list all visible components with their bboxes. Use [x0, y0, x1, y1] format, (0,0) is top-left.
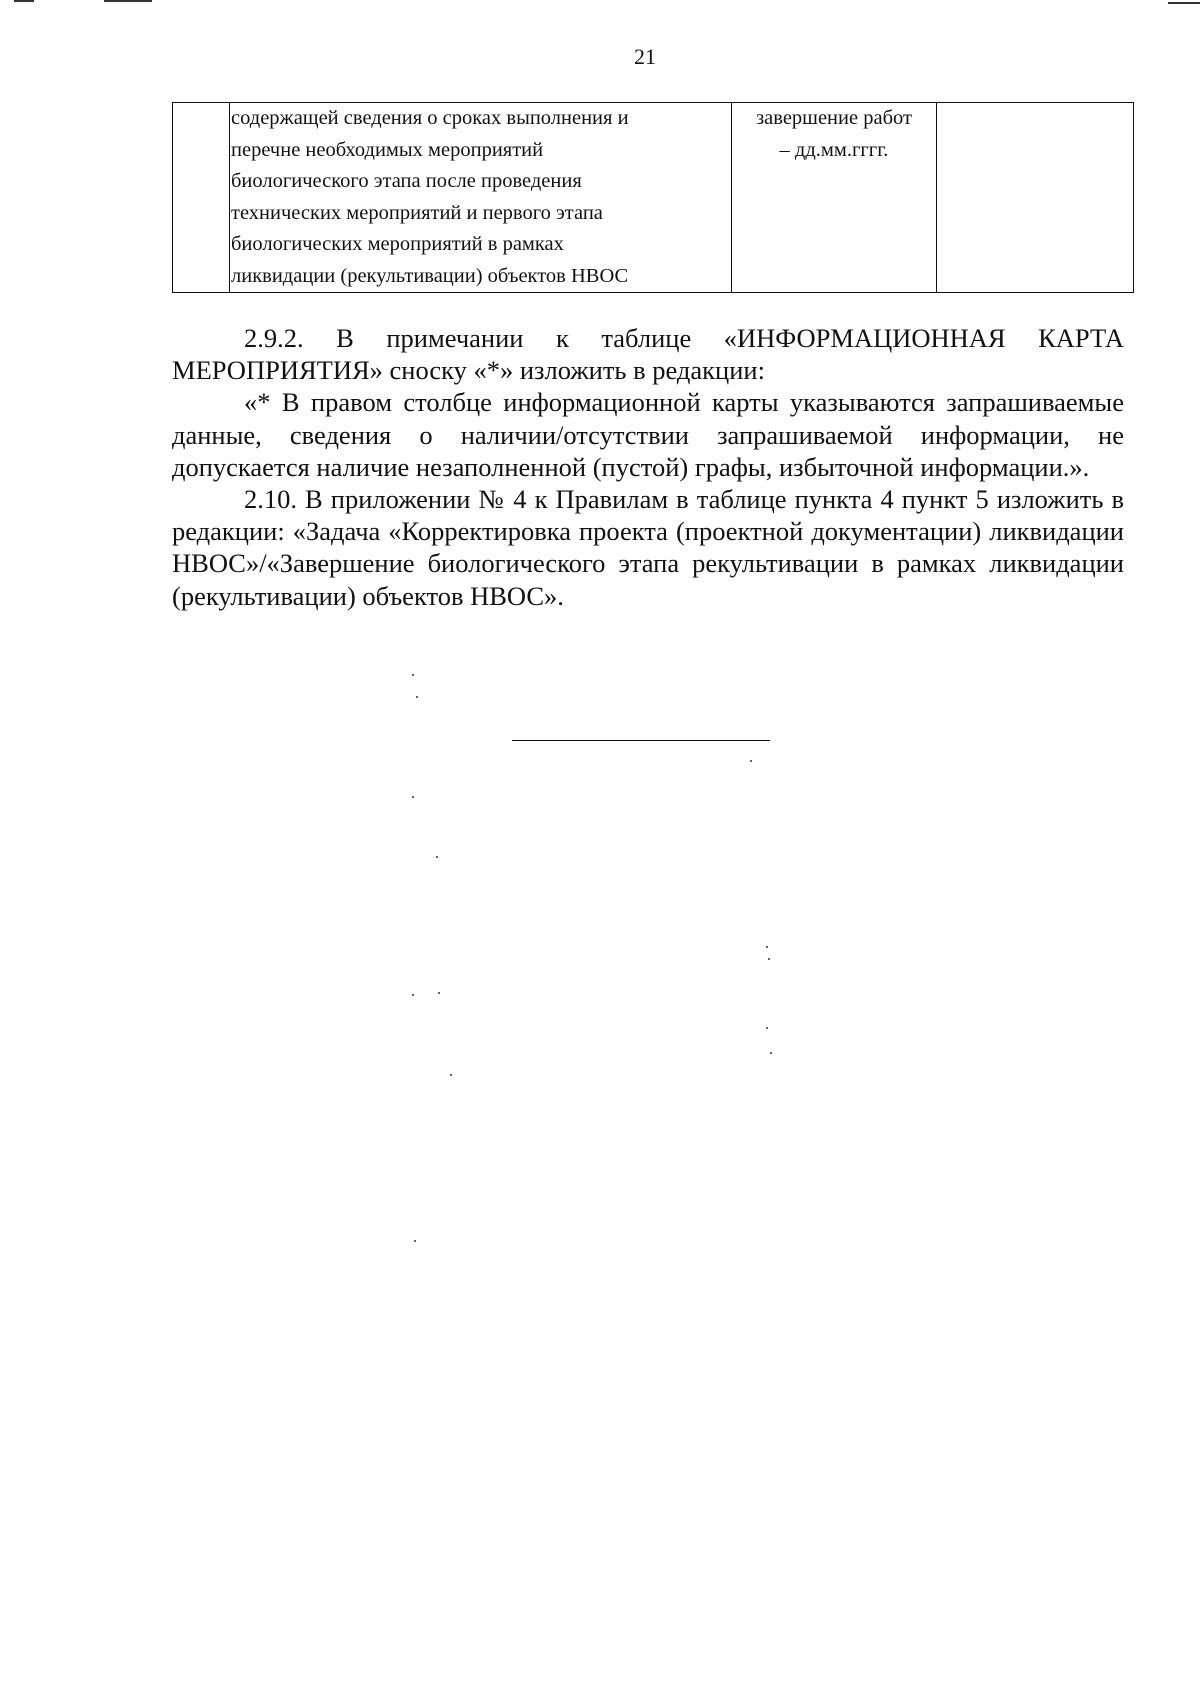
scan-speck	[412, 994, 414, 996]
table-cell-empty	[937, 103, 1134, 293]
paragraph-footnote: «* В правом столбце информационной карты указываются запрашиваемые данные, сведения о наличии/отсутствии запрашиваемой информации, не допускается наличие незаполненной (пустой) графы, избыточной информации.».	[172, 387, 1124, 482]
scan-speck	[750, 760, 752, 762]
scan-speck	[414, 1240, 416, 1242]
scan-edge-mark-top-right	[1168, 2, 1200, 4]
document-body	[172, 322, 1124, 612]
description-line: содержащей сведения о сроках выполнения и	[231, 107, 629, 129]
paragraph-2-10: 2.10. В приложении № 4 к Правилам в таблице пункта 4 пункт 5 изложить в редакции: «Задача «Корректировка проекта (проектной документации) ликвидации НВОС»/«Завершение биологического этапа рекультивации в рамках ликвидации (рекультивации) объектов НВОС».	[172, 484, 1124, 611]
table-cell-number	[173, 103, 230, 293]
end-of-document-rule	[512, 740, 770, 741]
deadline-line: завершение работ	[756, 107, 912, 129]
scan-speck	[436, 856, 438, 858]
activity-table-grid	[172, 102, 1134, 293]
scan-speck	[770, 1052, 772, 1054]
description-line: биологических мероприятий в рамках	[231, 233, 564, 255]
table-cell-deadline	[732, 103, 937, 293]
scan-speck	[768, 958, 770, 960]
description-line: технических мероприятий и первого этапа	[231, 201, 603, 224]
table-row	[173, 103, 1134, 293]
paragraph-2-9-2: 2.9.2. В примечании к таблице «ИНФОРМАЦИОННАЯ КАРТА МЕРОПРИЯТИЯ» сноску «*» изложить в редакции:	[172, 323, 1124, 386]
scan-speck	[416, 696, 418, 698]
scan-speck	[766, 946, 768, 948]
activity-table	[172, 102, 1132, 293]
scan-speck	[438, 992, 440, 994]
table-cell-description	[230, 103, 732, 293]
deadline-line: – дд.мм.гггг.	[779, 138, 889, 161]
scan-speck	[766, 1027, 768, 1029]
description-line: биологического этапа после проведения	[231, 170, 582, 192]
scan-speck	[450, 1074, 452, 1076]
description-line: ликвидации (рекультивации) объектов НВОС	[231, 264, 629, 287]
page-number: 21	[634, 44, 656, 69]
scan-speck	[412, 674, 414, 676]
scan-edge-mark-top-left-2	[104, 0, 152, 2]
scan-speck	[412, 796, 414, 798]
description-line: перечне необходимых мероприятий	[231, 138, 544, 161]
scan-edge-mark-top-left	[14, 0, 34, 2]
